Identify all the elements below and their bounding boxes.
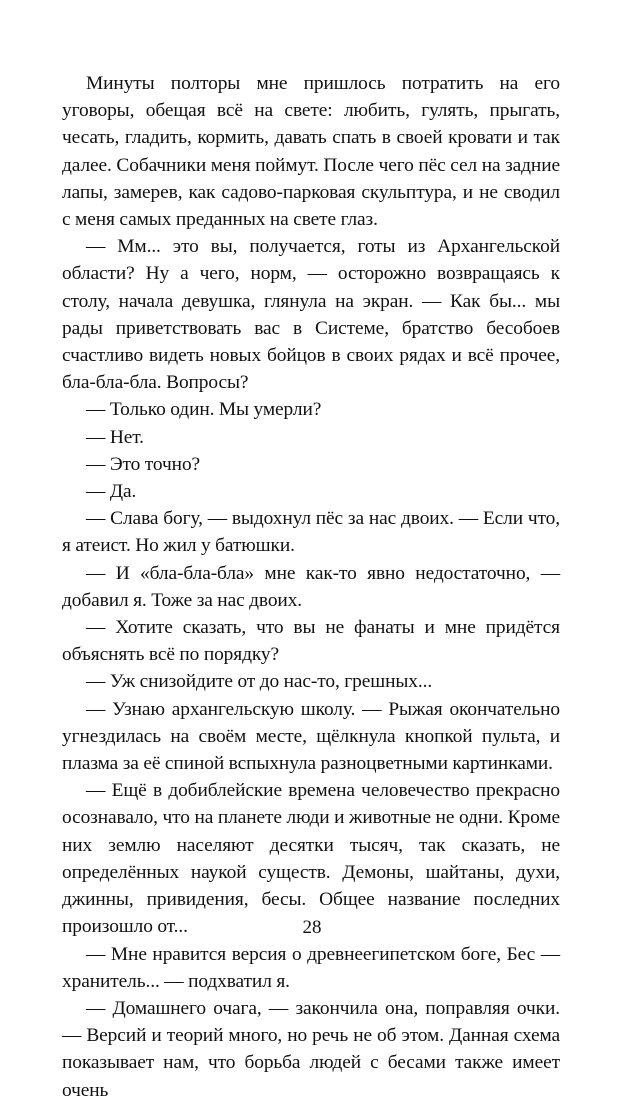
page-body [62, 70, 560, 1104]
paragraph: — Слава богу, — выдохнул пёс за нас двоих. — Если что, я атеист. Но жил у батюшки. [62, 508, 560, 557]
paragraph: — И «бла-бла-бла» мне как-то явно недостаточно, — добавил я. Тоже за нас двоих. [62, 562, 560, 611]
paragraph: — Мм... это вы, получается, готы из Архангельской области? Ну а чего, норм, — осторожно возвращаясь к столу, начала девушка, глянула на экран. — Как бы... мы рады приветствовать вас в Системе, братство бесобоев счастливо видеть новых бойцов в своих рядах и всё прочее, бла-бла-бла. Вопросы? [62, 236, 560, 394]
paragraph: — Домашнего очага, — закончила она, поправляя очки. — Версий и теорий много, но речь не об этом. Данная схема показывает нам, что борьба людей с бесами также имеет очень [62, 997, 560, 1101]
page-number: 28 [302, 917, 322, 938]
paragraph: — Нет. [86, 426, 144, 448]
paragraph: Минуты полторы мне пришлось потратить на его уговоры, обещая всё на свете: любить, гулять, прыгать, чесать, гладить, кормить, давать спать в своей кровати и так далее. Собачники меня поймут. После чего пёс сел на задние лапы, замерев, как садово-парковая скульптура, и не сводил с меня самых преданных на свете глаз. [62, 73, 560, 231]
paragraph: — Узнаю архангельскую школу. — Рыжая окончательно угнездилась на своём месте, щёлкнула кнопкой пульта, и плазма за её спиной вспыхнула разноцветными картинками. [62, 698, 560, 775]
paragraph: — Только один. Мы умерли? [86, 399, 322, 421]
paragraph: — Да. [86, 481, 137, 503]
paragraph: — Уж снизойдите от до нас-то, грешных... [86, 671, 433, 693]
paragraph: — Хотите сказать, что вы не фанаты и мне придётся объяснять всё по порядку? [62, 617, 560, 666]
paragraph: — Это точно? [86, 453, 201, 475]
paragraph: — Ещё в добиблейские времена человечество прекрасно осознавало, что на планете люди и животные не одни. Кроме них землю населяют десятки тысяч, так сказать, не определённых наукой существ. Демоны, шайтаны, духи, джинны, привидения, бесы. Общее название последних произошло от... [62, 780, 560, 938]
paragraph: — Мне нравится версия о древнеегипетском боге, Бес — хранитель... — подхватил я. [62, 943, 560, 992]
